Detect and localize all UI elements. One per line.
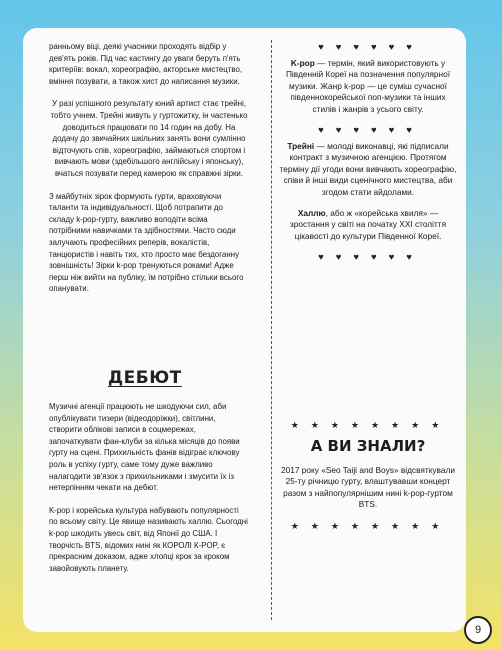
kpop-term: K-pop: [290, 58, 315, 68]
hallyu-definition: [278, 208, 458, 242]
left-column: [49, 41, 249, 306]
debut-paragraph-2: K-pop і корейська культура набувають популярності по всьому світу. Це явище називають халлю. Сьогодні k-pop шкодить увесь світ, від Японії до США. І творчість BTS, відомих нині як КОРОЛІ К-POP, є прекрасним доказом, адже хлопці крок за кроком завойовують планету.: [49, 505, 248, 573]
hallyu-definition-text: , або ж «корейська хвиля» — зростання у світі на початку XXI століття цікавості до культури Південної Кореї.: [289, 208, 447, 241]
debut-section: [49, 401, 249, 585]
hearts-divider-2: ♥♥♥♥♥♥: [318, 125, 424, 137]
debut-heading: ДЕБЮТ: [108, 368, 182, 388]
intro-paragraph-3: З майбутніх зірок формують гурти, враховуючи таланти та індивідуальності. Щоб потрапити до складу k-pop-гурту, важливо володіти всіма потрібними навичками та здібностями. Часто сюди залучають професійних реперів, вокалістів, танцюристів і навіть тих, хто просто має бездоганну зовнішність! Зірки k-pop тренуються роками! Адже перш ніж вийти на публіку, їм потрібно стільки всього опанувати.: [49, 191, 244, 294]
kpop-definition: [278, 58, 458, 115]
debut-paragraph-1: Музичні агенції працюють не шкодуючи сил, аби опублікувати тизери (відеодоріжки), світлини, створити облікові записи в соцмережах, започаткувати фан-клуби за кілька місяців до появи гурту на сцені. Прихильність фанів відіграє ключову роль в успіху гурту, саме тому дуже важливо налагодити зв'язок з прихильниками і змусити їх із нетерпінням чекати на дебют.: [49, 402, 240, 493]
kpop-definition-text: — термін, який використовують у Південній Кореї на позначення популярної музики. Жанр k-pop — це суміш сучасної південнокорейської поп-музики та інших стилів і жанрів з усього світу.: [285, 58, 451, 114]
page-card: [23, 28, 466, 632]
intro-paragraph-1: ранньому віці, деякі учасники проходять відбір у дев'ять років. Під час кастингу до уваги беруть п'ять критеріїв: вокал, хореографію, акторське мистецтво, вміння позувати, а також хист до написання музики.: [49, 42, 243, 86]
glossary-column: [278, 42, 458, 268]
did-you-know-box: [278, 420, 458, 532]
hearts-divider-top: ♥♥♥♥♥♥: [318, 42, 424, 53]
hearts-divider-bottom: ♥♥♥♥♥♥: [318, 252, 424, 264]
trainee-definition-text: — молоді виконавці, які підписали контракт з музичною агенцією. Протягом терміну дії угоди вони вивчають хореографію, співи й інші види сценічного мистецтва, аби згодом стати айдолами.: [279, 141, 457, 197]
intro-paragraph-2: У разі успішного результату юний артист стає трейні, тобто учнем. Трейні живуть у гуртожитку, ін частенько доводиться працювати по 14 годин на добу. На додачу до звичайних шкільних занять вони сумлінно відточують спів, хореографію, займаються спортом і вивчають мови (здебільшого англійську і японську), вчаться позувати перед камерою як справжні зірки.: [50, 99, 248, 178]
trainee-definition: [278, 141, 458, 198]
column-divider: [271, 40, 272, 620]
stars-divider-top: ★★★★★★★★: [290, 420, 452, 430]
stars-divider-bottom: ★★★★★★★★: [290, 520, 452, 531]
hallyu-term: Халлю: [297, 208, 326, 219]
did-you-know-text: 2017 року «Seo Taiji and Boys» відсвяткували 25-ту річницю гурту, влаштувавши концерт разом з найпопулярнішим нині k-pop-гуртом BTS.: [281, 465, 455, 510]
trainee-term: Трейні: [287, 141, 315, 152]
did-you-know-title: А ВИ ЗНАЛИ?: [310, 437, 426, 455]
page-number: 9: [464, 616, 492, 644]
